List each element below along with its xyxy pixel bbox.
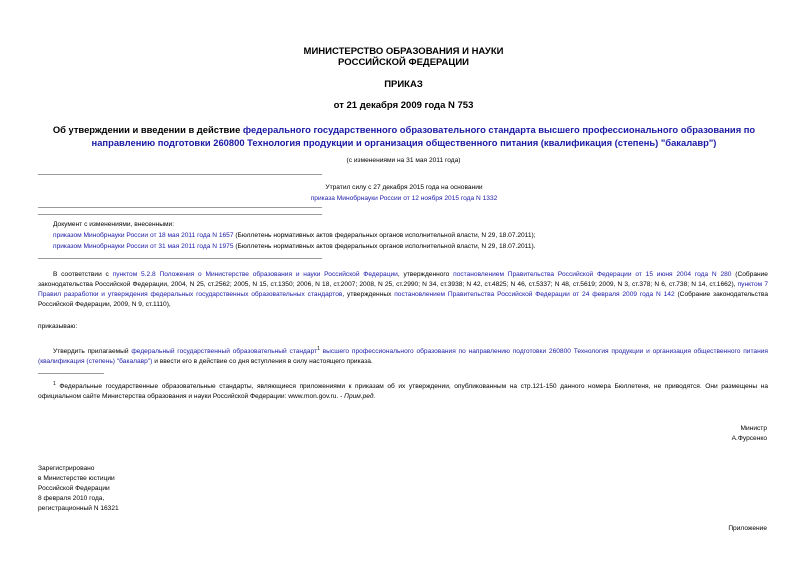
expiry-line: Утратил силу с 27 декабря 2015 года на основании	[325, 184, 483, 191]
signature-role: Министр	[740, 425, 767, 432]
legal-basis-paragraph	[38, 270, 768, 310]
registration-line-4: 8 февраля 2010 года,	[38, 495, 105, 502]
document-type: ПРИКАЗ	[384, 79, 423, 90]
change-item-2-text: (Бюллетень нормативных актов федеральных органов исполнительной власти, N 29, 18.07.2011).	[233, 243, 536, 250]
appendix-label: Приложение	[728, 525, 767, 532]
approve-text-2: и ввести его в действие со дня вступления в силу настоящего приказа.	[152, 358, 373, 366]
registration-line-5: регистрационный N 16321	[38, 505, 119, 512]
heading-prefix: Об утверждении и введении в действие	[52, 124, 243, 135]
basis-text-2: , утвержденного	[397, 271, 454, 278]
standard-link[interactable]: федеральный государственный образовательный стандарт	[131, 348, 318, 356]
regulation-link[interactable]: пунктом 5.2.8 Положения о Министерстве образования и науки Российской Федерации	[112, 271, 398, 278]
footnote-editor-note: Прим.ред.	[344, 393, 376, 401]
ministry-line-1: МИНИСТЕРСТВО ОБРАЗОВАНИЯ И НАУКИ	[303, 46, 504, 57]
changes-intro: Документ с изменениями, внесенными:	[53, 221, 175, 228]
basis-text-3: (Собрание законодательства Российской Федерации, 2004, N 25, ст.2562; 2005, N 15, ст.1350; 2006, N 18, ст.2007; 2008, N 25, ст.2990; N 34, ст.3938; N 42, ст.4825; N 46, ст.5337; N 48, ст.5619; 2009, N 3, ст.378; N 6, ст.738; N 14, ст.1662),	[38, 271, 768, 288]
basis-text-5: (Собрание законодательства Российской Федерации, 2009, N 9, ст.1110),	[38, 291, 768, 308]
approve-paragraph	[38, 344, 768, 367]
change-order-1975-link[interactable]: приказом Минобрнауки России от 31 мая 2011 года N 1975	[53, 243, 234, 250]
divider	[38, 207, 322, 208]
footnote-ref: 1	[317, 346, 320, 352]
amendment-note: (с изменениями на 31 мая 2011 года)	[346, 157, 461, 164]
divider	[38, 214, 322, 215]
resolution-280-link[interactable]: постановлением Правительства Российской Федерации от 15 июня 2004 года N 280	[453, 271, 732, 278]
standard-link-continued[interactable]: высшего профессионального образования по направлению подготовки 260800 Технология продукции и организация общественного питания (квалификация (степень) "бакалавр")	[38, 348, 768, 366]
basis-text-4: , утвержденных	[342, 291, 395, 298]
registration-line-3: Российской Федерации	[38, 485, 110, 492]
footnote-mark: 1	[53, 381, 56, 387]
basis-text-1: В соответствии с	[53, 271, 113, 278]
heading-standard-link[interactable]: федерального государственного образовательного стандарта высшего профессионального образования по направлению подготовки 260800 Технология продукции и организация общественного питания (квалификация (степень) "бакалавр")	[91, 124, 756, 148]
registration-line-2: в Министерстве юстиции	[38, 475, 115, 482]
ministry-line-2: РОССИЙСКОЙ ФЕДЕРАЦИИ	[337, 57, 469, 68]
divider	[38, 174, 322, 175]
document-date: от 21 декабря 2009 года N 753	[333, 100, 474, 111]
approve-text-1: Утвердить прилагаемый	[53, 348, 132, 356]
registration-line-1: Зарегистрировано	[38, 465, 95, 472]
footnote-divider	[38, 373, 104, 374]
rules-link[interactable]: пунктом 7 Правил разработки и утверждения федеральных государственных образовательных стандартов	[38, 281, 768, 298]
change-item-1-text: (Бюллетень нормативных актов федеральных органов исполнительной власти, N 29, 18.07.2011);	[233, 232, 536, 239]
change-order-1657-link[interactable]: приказом Минобрнауки России от 18 мая 2011 года N 1657	[53, 232, 234, 239]
divider	[38, 258, 322, 259]
footnote-text: Федеральные государственные образовательные стандарты, являющиеся приложениями к приказам об их утверждении, опубликованным на стр.121-150 данного номера Бюллетеня, не приводятся. Они размещены на официальном сайте Министерства образования и науки Российской Федерации: www.mon.gov.ru. -	[38, 383, 768, 401]
order-word: приказываю:	[38, 323, 78, 330]
change-item-2	[53, 242, 536, 252]
footnote	[38, 379, 768, 402]
document-heading	[34, 124, 774, 149]
resolution-142-link[interactable]: постановлением Правительства Российской Федерации от 24 февраля 2009 года N 142	[394, 291, 675, 298]
expiry-order-link[interactable]: приказа Минобрнауки России от 12 ноября 2015 года N 1332	[310, 195, 498, 202]
change-item-1	[53, 231, 536, 241]
signature-name: А.Фурсенко	[731, 435, 767, 442]
